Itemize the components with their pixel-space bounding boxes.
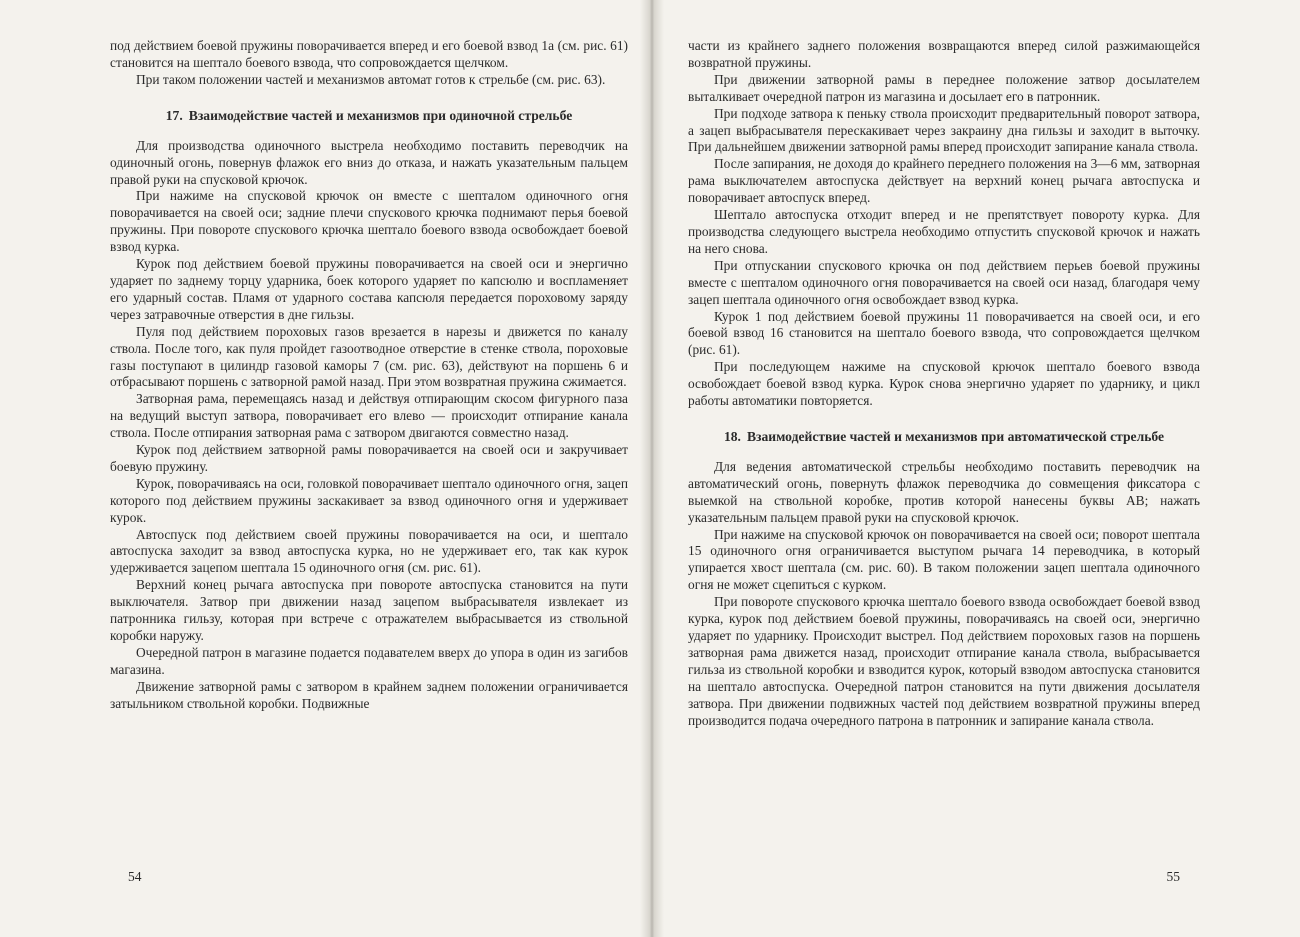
right-top-paragraph: При последующем нажиме на спусковой крючок шептало боевого взвода освобождает боевой взвод курка. Курок снова энергично ударяет по ударнику, и цикл работы автоматики повторяется. [688,359,1200,409]
body-paragraph: Затворная рама, перемещаясь назад и действуя отпирающим скосом фигурного паза на ведущий выступ затвора, поворачивает его влево — происходит отпирание канала ствола. После отпирания затворная рама с затвором двигаются совместно назад. [110,391,628,441]
body-paragraph: Пуля под действием пороховых газов врезается в нарезы и движется по каналу ствола. После того, как пуля пройдет газоотводное отверстие в стенке ствола, пороховые газы поступают в цилиндр газовой каморы 7 (см. рис. 63), действуют на поршень 6 и отбрасывают поршень с затворной рамой назад. При этом возвратная пружина сжимается. [110,323,628,390]
right-body-text [688,459,1200,730]
body-paragraph: Для производства одиночного выстрела необходимо поставить переводчик на одиночный огонь, повернув флажок его вниз до отказа, и нажать указательным пальцем правой руки на спусковой крючок. [110,137,628,187]
body-paragraph: При нажиме на спусковой крючок он поворачивается на своей оси; поворот шептала 15 одиночного огня ограничивается выступом рычага 14 переводчика, в который упирается хвост шептала (см. рис. 60). В таком положении зацеп шептала одиночного огня не может сцепиться с курком. [688,526,1200,593]
body-paragraph: Движение затворной рамы с затвором в крайнем заднем положении ограничивается затыльником ствольной коробки. Подвижные [110,678,628,711]
left-body-text [110,138,628,713]
section-title: Взаимодействие частей и механизмов при одиночной стрельбе [188,107,573,123]
right-page [650,0,1300,937]
section-number: 17. [165,107,183,123]
section-number: 18. [723,428,741,444]
body-paragraph: При нажиме на спусковой крючок он вместе с шепталом одиночного огня поворачивается на своей оси; задние плечи спускового крючка поднимают перья боевой пружины. При повороте спускового крючка шептало боевого взвода освобождает боевой взвод курка. [110,188,628,255]
right-top-paragraph: При движении затворной рамы в переднее положение затвор досылателем выталкивает очередной патрон из магазина и досылает его в патронник. [688,71,1200,104]
book-gutter [640,0,664,937]
right-top-paragraph: После запирания, не доходя до крайнего переднего положения на 3—6 мм, затворная рама выключателем автоспуска действует на верхний конец рычага автоспуска и поворачивает автоспуск вперед. [688,156,1200,206]
right-top-paragraph: части из крайнего заднего положения возвращаются вперед силой разжимающейся возвратной пружины. [688,38,1200,70]
body-paragraph: Курок под действием боевой пружины поворачивается на своей оси и энергично ударяет по заднему торцу ударника, боек которого ударяет по капсюлю и воспламеняет его ударный состав. Пламя от ударного состава капсюля передается пороховому заряду через затравочные отверстия в дне гильзы. [110,256,628,322]
body-paragraph: Курок под действием затворной рамы поворачивается на своей оси и закручивает боевую пружину. [110,442,628,474]
page-number-right: 55 [1166,869,1180,884]
left-top-paragraph: под действием боевой пружины поворачивается вперед и его боевой взвод 1а (см. рис. 61) становится на шептало боевого взвода, что сопровождается щелчком. [110,38,628,70]
body-paragraph: Для ведения автоматической стрельбы необходимо поставить переводчик на автоматический огонь, повернуть флажок переводчика до совмещения фиксатора с выемкой на ствольной коробке, против которой нанесены буквы АВ; нажать указательным пальцем правой руки на спусковой крючок. [688,458,1200,525]
body-paragraph: При повороте спускового крючка шептало боевого взвода освобождает боевой взвод курка, курок под действием боевой пружины, поворачиваясь на своей оси, энергично ударяет по ударнику. Происходит выстрел. Под действием пороховых газов на поршень затворная рама движется назад, происходит отпирание канала ствола, выбрасывается гильза из ствольной коробки и взводится курок, который взводом автоспуска становится на шептало автоспуска. Очередной патрон становится на пути движения досылателя затвора. При движении подвижных частей под действием возвратной пружины вперед производится подача очередного патрона в патронник и запирание канала ствола. [688,594,1200,728]
section-heading-17 [110,107,628,124]
body-paragraph: Верхний конец рычага автоспуска при повороте автоспуска становится на пути выключателя. Затвор при движении назад зацепом выбрасывателя извлекает из патронника гильзу, которая при встрече с отражателем выбрасывается из ствольной коробки наружу. [110,577,628,643]
right-top-paragraph: Шептало автоспуска отходит вперед и не препятствует повороту курка. Для производства следующего выстрела необходимо отпустить спусковой крючок и нажать на него снова. [688,207,1200,256]
body-paragraph: Автоспуск под действием своей пружины поворачивается на оси, и шептало автоспуска заходит за взвод автоспуска курка, но не удерживает его, так как курок удерживается зацепом шептала 15 одиночного огня (см. рис. 61). [110,526,628,576]
body-paragraph: Курок, поворачиваясь на оси, головкой поворачивает шептало одиночного огня, зацеп которого под действием пружины заскакивает за взвод одиночного огня и удерживает курок. [110,475,628,525]
right-top-text [688,38,1200,410]
left-top-paragraph: При таком положении частей и механизмов автомат готов к стрельбе (см. рис. 63). [136,71,606,87]
right-top-paragraph: Курок 1 под действием боевой пружины 11 поворачивается на своей оси, и его боевой взвод 16 становится на шептало боевого взвода, что сопровождается щелчком (рис. 61). [688,308,1200,358]
page-number-left: 54 [128,869,142,884]
right-top-paragraph: При отпускании спускового крючка он под действием перьев боевой пружины вместе с шепталом одиночного огня поворачивается на своей оси назад, благодаря чему зацеп шептала одиночного огня освобождает взвод курка. [688,257,1200,307]
section-title: Взаимодействие частей и механизмов при автоматической стрельбе [746,428,1165,444]
left-top-text [110,38,628,89]
body-paragraph: Очередной патрон в магазине подается подавателем вверх до упора в один из загибов магазина. [110,644,628,677]
section-heading-18 [688,428,1200,445]
right-top-paragraph: При подходе затвора к пеньку ствола происходит предварительный поворот затвора, а зацеп выбрасывателя перескакивает через закраину дна гильзы и заходит в выточку. При дальнейшем движении затворной рамы вперед происходит запирание канала ствола. [688,105,1200,155]
